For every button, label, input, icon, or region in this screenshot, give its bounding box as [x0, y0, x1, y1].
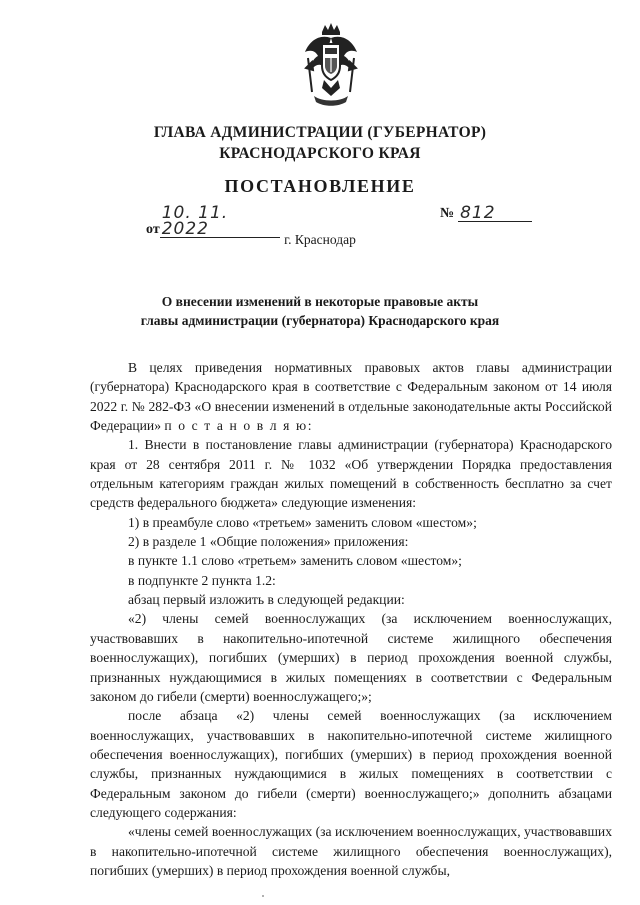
coat-of-arms-icon — [300, 22, 362, 108]
handwritten-number: 812 — [458, 205, 532, 222]
document-type: ПОСТАНОВЛЕНИЕ — [224, 176, 416, 196]
document-subject — [0, 292, 640, 330]
preamble-text: В целях приведения нормативных правовых актов главы администрации (губернатора) Краснодарского края в соответствие с Федеральным законом от 14 июля 2022 г. № 282-ФЗ «О внесении изменений в отдельные законодательные акты Российской Федерации» — [90, 360, 612, 434]
subject-line2: главы администрации (губернатора) Краснодарского края — [140, 313, 500, 328]
org-title-line2: КРАСНОДАРСКОГО КРАЯ — [219, 145, 421, 162]
paragraph-first-abzac: абзац первый изложить в следующей редакции: — [128, 592, 405, 608]
number-field — [440, 205, 532, 222]
paragraph-preamble — [90, 358, 612, 435]
scan-speck — [262, 895, 264, 897]
document-body — [90, 358, 612, 880]
paragraph-quote-1: «2) члены семей военнослужащих (за исключением военнослужащих, участвовавших в накопительно-ипотечной системе жилищного обеспечения военнослужащих), погибших (умерших) в период прохождения военной службы, признанных нуждающимися в жилых помещениях в соответствии с Федеральным законом до гибели (смерти) военнослужащего;»; — [90, 611, 612, 704]
paragraph-clause-1-1: в пункте 1.1 слово «третьем» заменить словом «шестом»; — [128, 553, 462, 569]
paragraph-subitem-2: 2) в разделе 1 «Общие положения» приложения: — [128, 534, 409, 550]
city: г. Краснодар — [284, 232, 356, 247]
date-prefix: от — [146, 222, 160, 237]
org-title-line1: ГЛАВА АДМИНИСТРАЦИИ (ГУБЕРНАТОР) — [153, 124, 487, 141]
paragraph-quote-2: «члены семей военнослужащих (за исключением военнослужащих, участвовавших в накопительно-ипотечной системе жилищного обеспечения военнослужащих), погибших (умерших) в период прохождения военной службы, — [90, 824, 612, 878]
handwritten-date: 10. 11. 2022 — [160, 205, 280, 238]
paragraph-subitem-1: 1) в преамбуле слово «третьем» заменить словом «шестом»; — [128, 514, 477, 530]
paragraph-after-abzac: после абзаца «2) члены семей военнослужащих (за исключением военнослужащих, участвовавших в накопительно-ипотечной системе жилищного обеспечения военнослужащих), погибших (умерших) в период прохождения военной службы, признанных нуждающимися в жилых помещениях в соответствии с Федеральным законом до гибели (смерти) военнослужащего;» дополнить абзацами следующего содержания: — [90, 708, 612, 820]
paragraph-item-1: 1. Внести в постановление главы администрации (губернатора) Краснодарского края от 28 сентября 2011 г. № 1032 «Об утверждении Порядка предоставления отдельным категориям граждан жилых помещений в собственность бесплатно за счет средств федерального бюджета» следующие изменения: — [90, 437, 612, 511]
number-prefix: № — [440, 206, 455, 221]
subject-line1: О внесении изменений в некоторые правовые акты — [161, 294, 479, 309]
resolve-word: п о с т а н о в л я ю: — [164, 418, 314, 434]
paragraph-clause-1-2: в подпункте 2 пункта 1.2: — [128, 572, 276, 588]
